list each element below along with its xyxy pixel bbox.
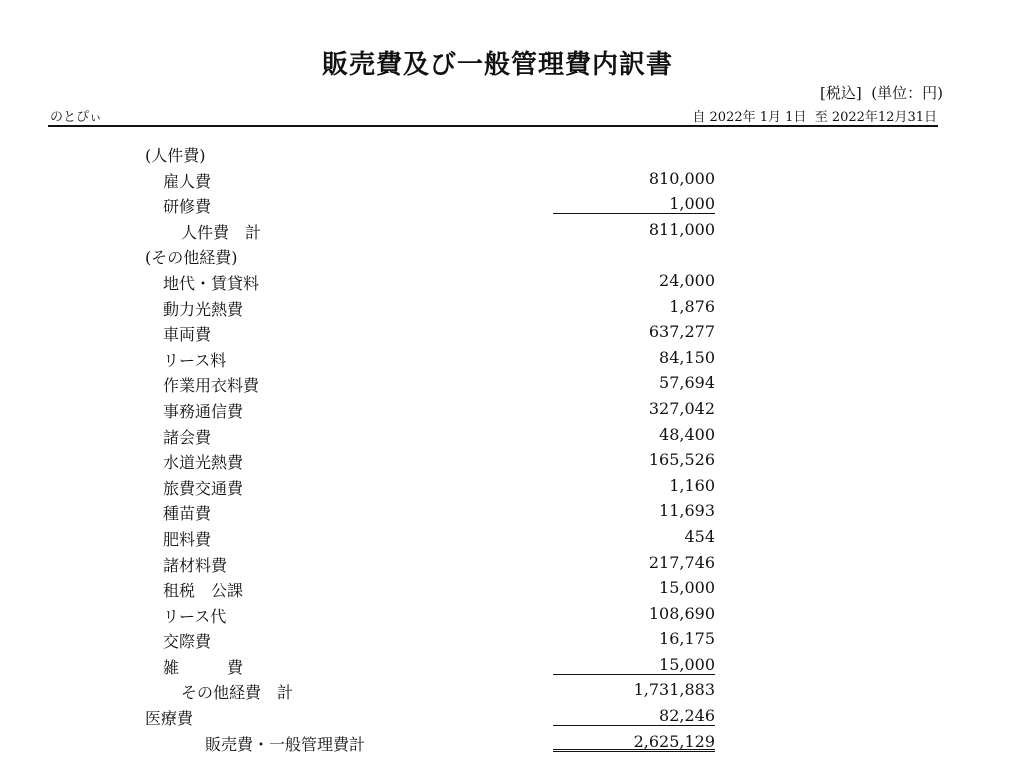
table-row — [0, 319, 1011, 345]
row-label: 事務通信費 — [163, 401, 244, 421]
table-row — [0, 191, 1011, 217]
row-amount: 637,277 — [648, 322, 715, 342]
table-row — [0, 166, 1011, 192]
row-amount: 16,175 — [659, 629, 715, 649]
row-label: 車両費 — [163, 325, 212, 345]
row-amount: 15,000 — [659, 578, 715, 598]
subtotal-row-personnel — [0, 217, 1011, 243]
row-amount: 1,160 — [669, 475, 715, 495]
expense-table — [0, 140, 1011, 754]
table-row — [0, 370, 1011, 396]
row-amount: 48,400 — [659, 424, 715, 444]
row-label: 水道光熱費 — [163, 453, 244, 473]
table-row — [0, 396, 1011, 422]
row-label: 肥料費 — [163, 529, 212, 549]
row-label: 諸会費 — [163, 427, 212, 447]
row-label: 租税 公課 — [163, 581, 244, 601]
table-row-medical — [0, 703, 1011, 729]
row-label: その他経費 計 — [181, 683, 294, 703]
table-row — [0, 268, 1011, 294]
row-label: (その他経費) — [145, 248, 238, 268]
table-row — [0, 626, 1011, 652]
row-amount: 1,731,883 — [633, 680, 715, 700]
row-label: (人件費) — [145, 146, 206, 165]
row-amount: 84,150 — [659, 347, 715, 367]
table-row — [0, 345, 1011, 371]
row-amount: 108,690 — [648, 603, 715, 623]
row-amount: 57,694 — [659, 373, 715, 393]
document-title: 販売費及び一般管理費内訳書 — [321, 50, 673, 80]
row-label: 販売費・一般管理費計 — [205, 734, 366, 754]
fiscal-period: 自 2022年 1月 1日 至 2022年12月31日 — [692, 110, 937, 125]
table-row — [0, 447, 1011, 473]
row-label: 雑 費 — [163, 657, 244, 677]
row-label: 旅費交通費 — [163, 478, 244, 498]
row-amount: 1,000 — [553, 194, 715, 214]
table-row — [0, 575, 1011, 601]
table-row — [0, 473, 1011, 499]
table-row — [0, 294, 1011, 320]
row-label: 種苗費 — [163, 504, 212, 524]
company-name: のとぴぃ — [50, 110, 103, 125]
row-amount: 217,746 — [648, 552, 715, 572]
row-amount: 82,246 — [553, 706, 715, 726]
row-amount: 15,000 — [553, 655, 715, 675]
row-amount: 811,000 — [648, 219, 715, 239]
row-amount: 24,000 — [659, 270, 715, 290]
table-row — [0, 498, 1011, 524]
row-amount: 1,876 — [669, 296, 715, 316]
row-amount: 165,526 — [648, 450, 715, 470]
row-amount: 327,042 — [648, 398, 715, 418]
row-amount: 454 — [684, 526, 715, 546]
table-row — [0, 601, 1011, 627]
grand-total-row — [0, 729, 1011, 755]
subtotal-row-other — [0, 677, 1011, 703]
row-label: 医療費 — [145, 709, 194, 729]
row-label: 作業用衣料費 — [163, 376, 260, 396]
row-label: 交際費 — [163, 632, 212, 652]
tax-unit-note: [税込] (単位：円) — [820, 84, 943, 102]
category-heading-personnel — [0, 140, 1011, 166]
row-label: リース代 — [163, 606, 227, 626]
row-amount: 810,000 — [648, 168, 715, 188]
row-amount: 11,693 — [659, 501, 715, 521]
table-row — [0, 652, 1011, 678]
row-label: 動力光熱費 — [163, 299, 244, 319]
row-amount: 2,625,129 — [553, 732, 715, 752]
row-label: 人件費 計 — [181, 222, 262, 242]
row-label: リース料 — [163, 350, 227, 370]
table-row — [0, 422, 1011, 448]
table-row — [0, 550, 1011, 576]
row-label: 雇人費 — [163, 171, 212, 191]
table-row — [0, 524, 1011, 550]
category-heading-other — [0, 242, 1011, 268]
row-label: 諸材料費 — [163, 555, 228, 575]
header-rule — [48, 125, 938, 127]
row-label: 地代・賃貸料 — [163, 273, 260, 293]
row-label: 研修費 — [163, 197, 212, 217]
